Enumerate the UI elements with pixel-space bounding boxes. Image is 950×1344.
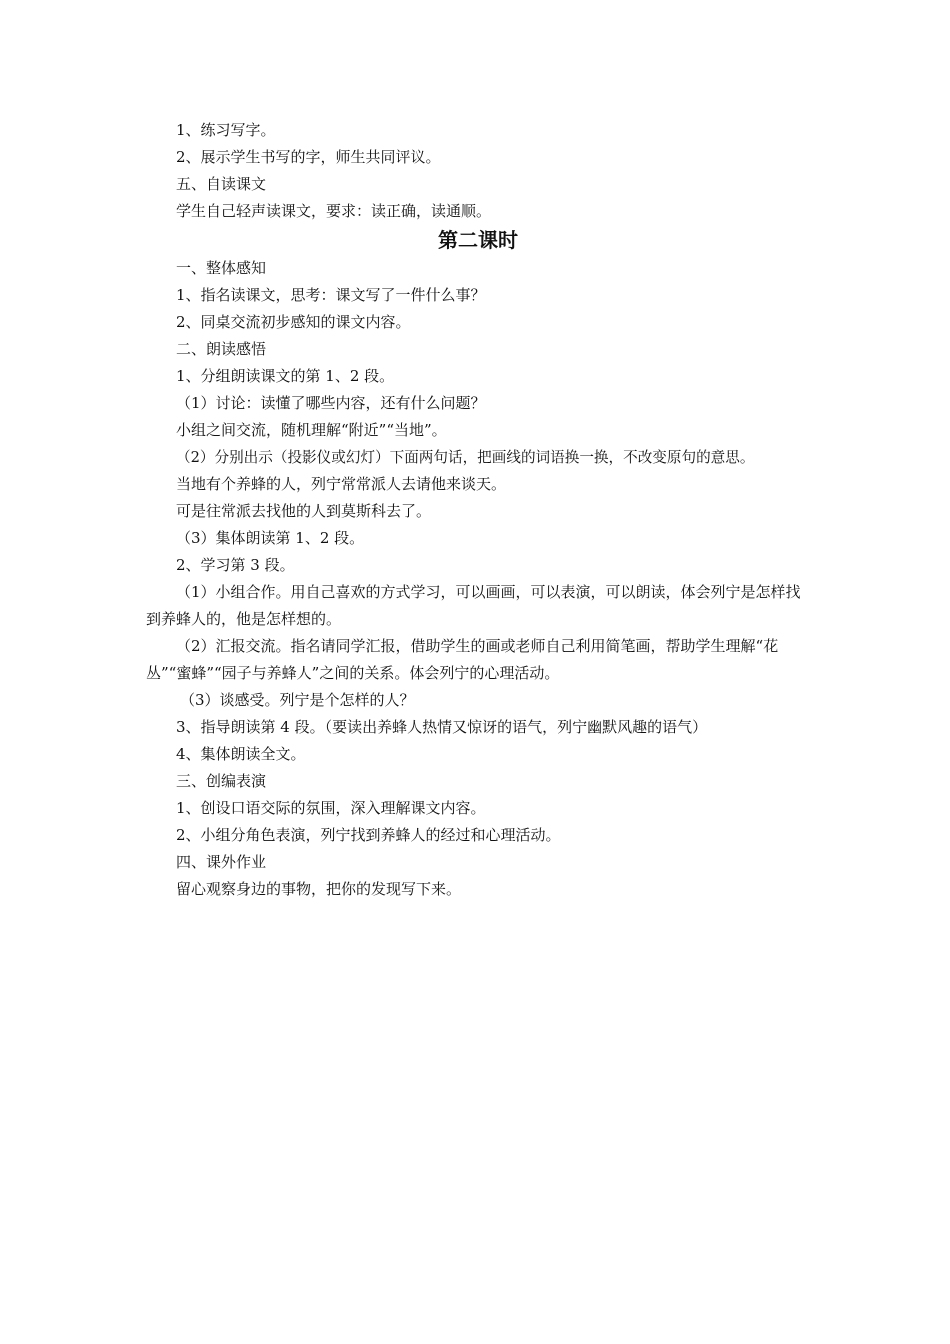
text-line: 3、指导朗读第 4 段。（要读出养蜂人热情又惊讶的语气，列宁幽默风趣的语气） xyxy=(176,718,708,736)
document-body xyxy=(146,117,810,903)
section-heading: 五、自读课文 xyxy=(176,175,267,193)
text-line: （3）谈感受。列宁是个怎样的人？ xyxy=(180,691,415,709)
text-line: 2、同桌交流初步感知的课文内容。 xyxy=(176,313,411,331)
text-line: （3）集体朗读第 1、2 段。 xyxy=(176,529,365,547)
text-line: 小组之间交流，随机理解“附近”“当地”。 xyxy=(176,421,447,439)
text-line: 1、指名读课文，思考：课文写了一件什么事？ xyxy=(176,286,486,304)
text-line: 2、小组分角色表演，列宁找到养蜂人的经过和心理活动。 xyxy=(176,826,561,844)
text-line: 4、集体朗读全文。 xyxy=(176,745,306,763)
paragraph: （2）汇报交流。指名请同学汇报，借助学生的画或老师自己利用简笔画，帮助学生理解“花丛”“蜜蜂”“园子与养蜂人”之间的关系。体会列宁的心理活动。 xyxy=(146,637,779,682)
text-line: 留心观察身边的事物，把你的发现写下来。 xyxy=(176,880,462,898)
section-heading: 二、朗读感悟 xyxy=(176,340,267,358)
text-line: （1）讨论：读懂了哪些内容，还有什么问题？ xyxy=(176,394,486,412)
lesson-title: 第二课时 xyxy=(438,228,518,252)
text-line: 2、展示学生书写的字，师生共同评议。 xyxy=(176,148,441,166)
text-line: 1、练习写字。 xyxy=(176,121,276,139)
section-heading: 四、课外作业 xyxy=(176,853,267,871)
text-line: （2）分别出示（投影仪或幻灯）下面两句话，把画线的词语换一换，不改变原句的意思。 xyxy=(176,449,755,466)
text-line: 学生自己轻声读课文，要求：读正确，读通顺。 xyxy=(176,202,492,220)
text-line: 可是往常派去找他的人到莫斯科去了。 xyxy=(176,502,432,520)
text-line: 当地有个养蜂的人，列宁常常派人去请他来谈天。 xyxy=(176,475,507,493)
text-line: 1、创设口语交际的氛围，深入理解课文内容。 xyxy=(176,799,486,817)
section-heading: 三、创编表演 xyxy=(176,772,267,790)
section-heading: 一、整体感知 xyxy=(176,259,267,277)
text-line: 2、学习第 3 段。 xyxy=(176,556,295,574)
text-line: 1、分组朗读课文的第 1、2 段。 xyxy=(176,367,395,385)
paragraph: （1）小组合作。用自己喜欢的方式学习，可以画画，可以表演，可以朗读，体会列宁是怎样找到养蜂人的，他是怎样想的。 xyxy=(146,583,801,628)
